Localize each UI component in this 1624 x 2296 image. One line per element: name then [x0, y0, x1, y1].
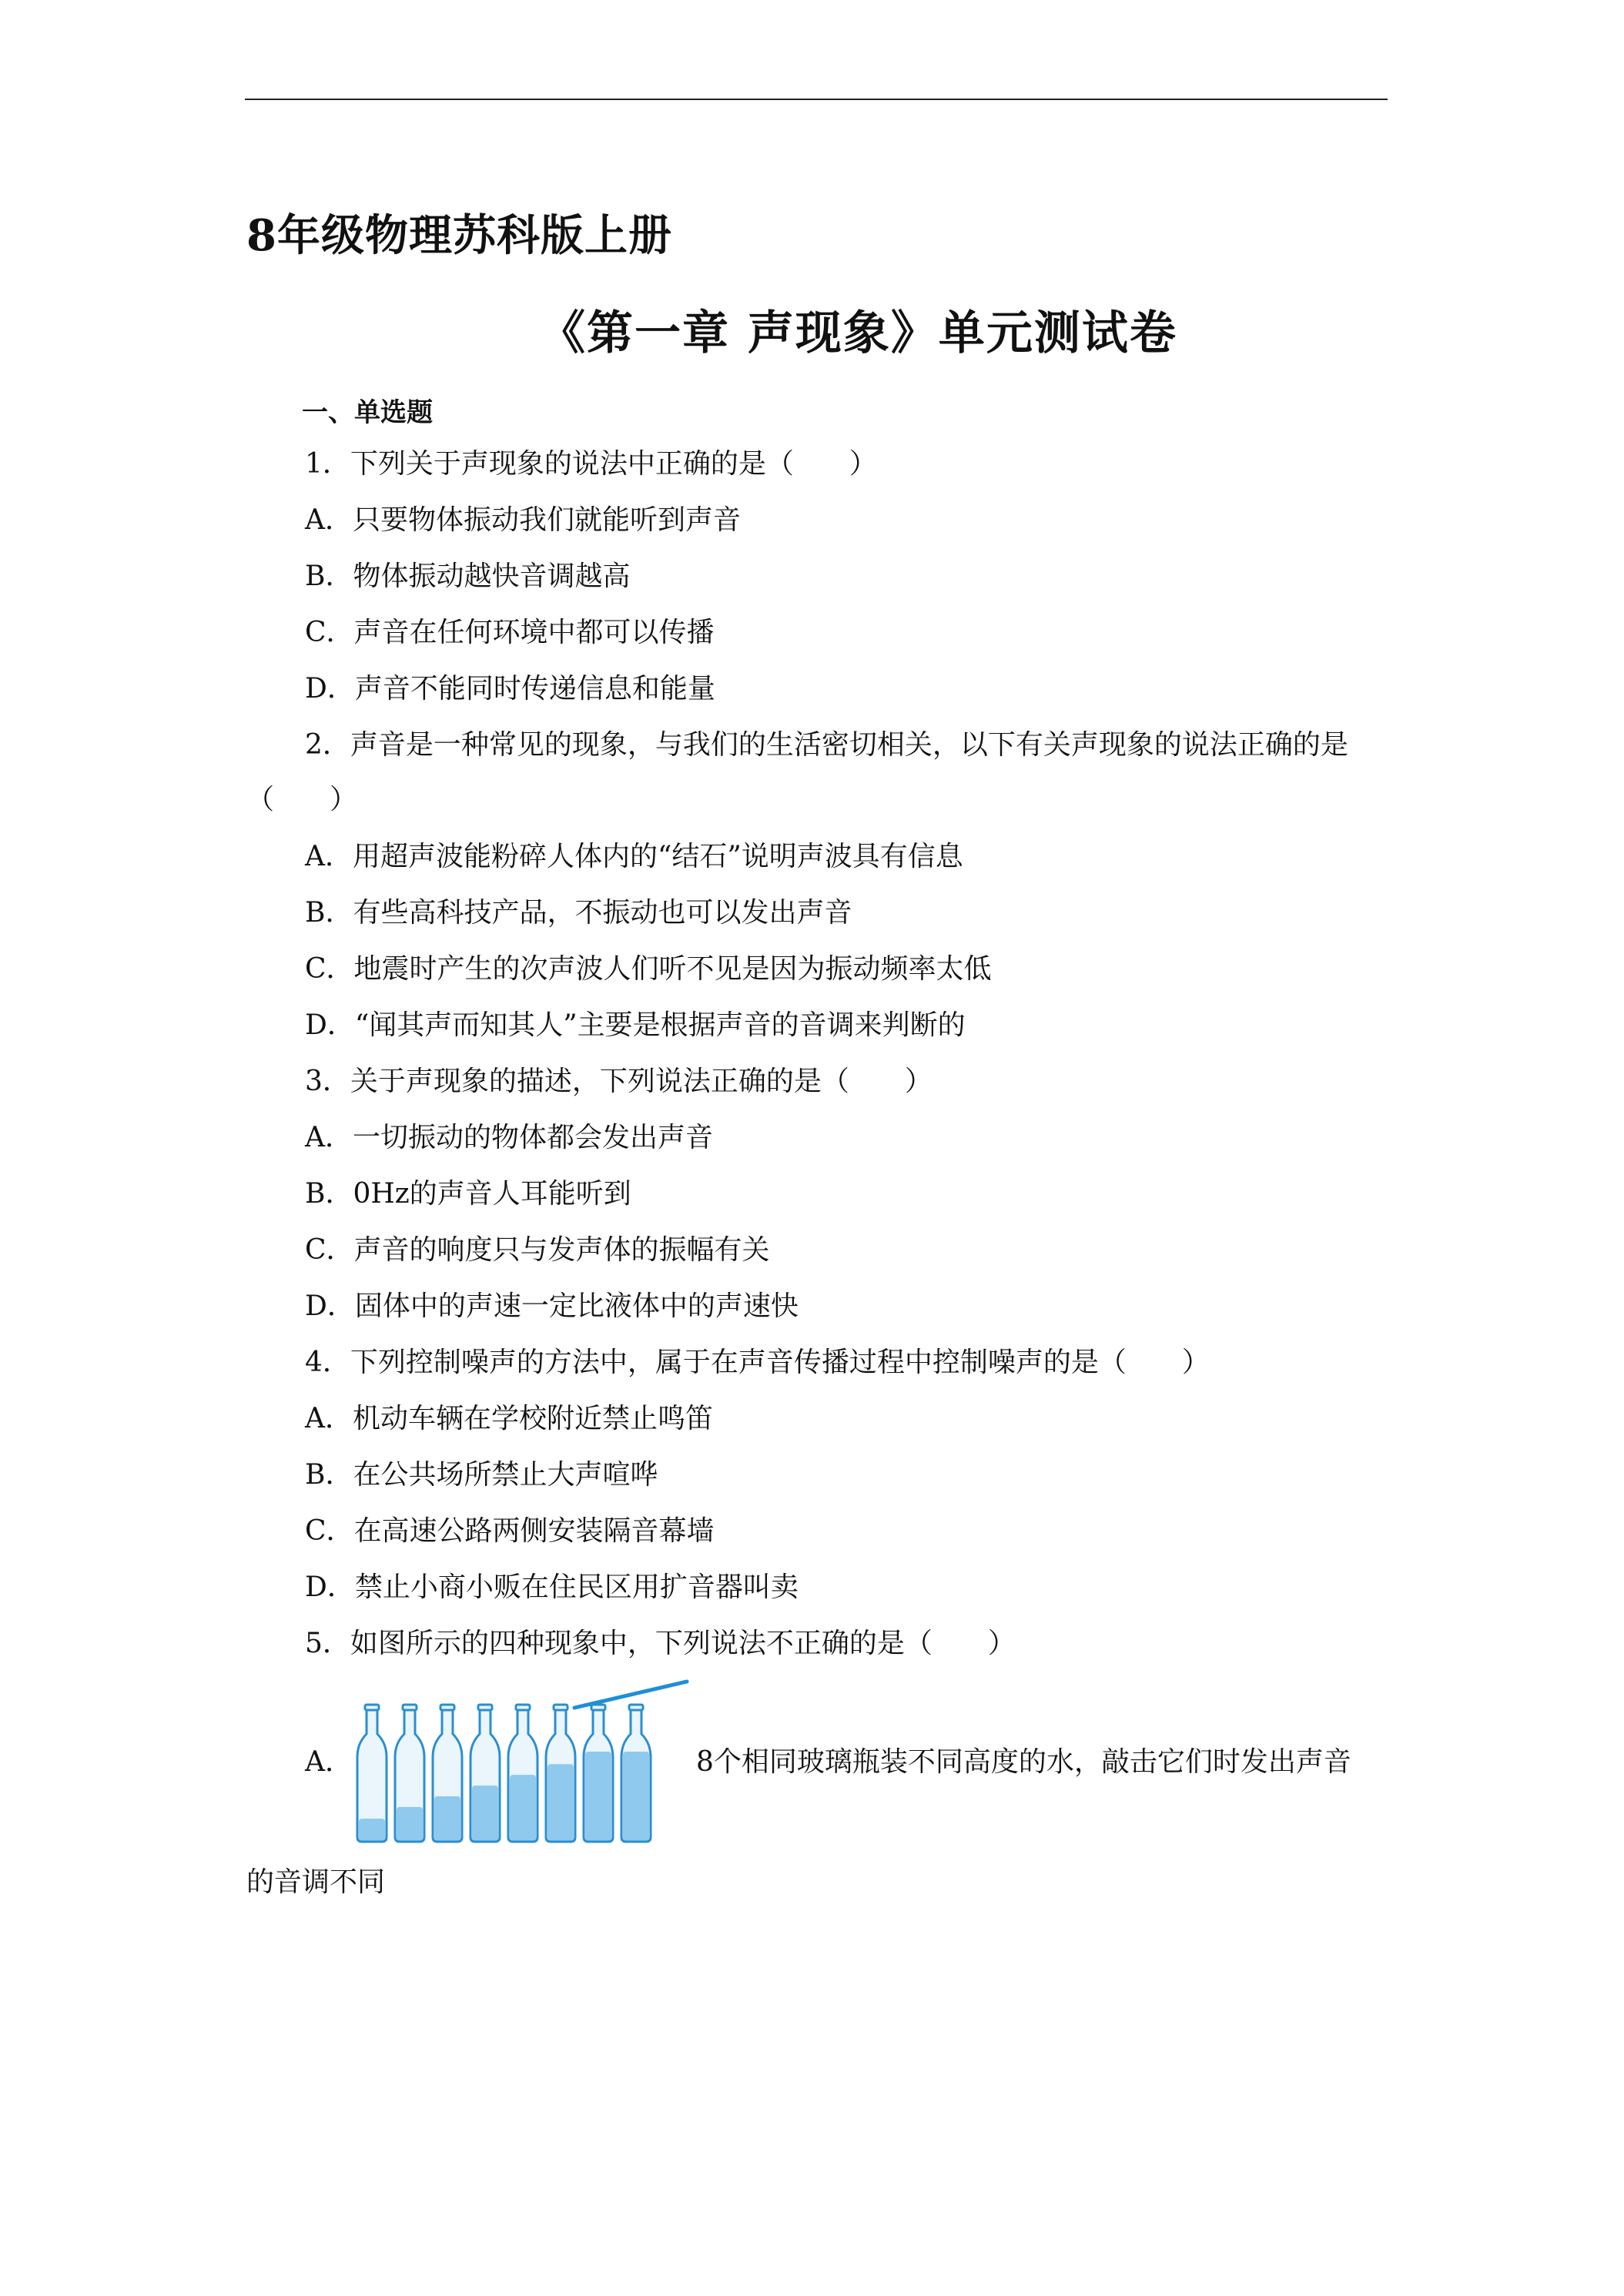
glass-bottle	[546, 1705, 575, 1842]
glass-bottle	[508, 1705, 537, 1842]
question-3-option-b: B．0Hz的声音人耳能听到	[305, 1178, 631, 1210]
question-2-option-d: D．“闻其声而知其人”主要是根据声音的音调来判断的	[305, 1009, 966, 1041]
question-1-option-c: C．声音在任何环境中都可以传播	[305, 617, 715, 648]
question-1-option-d: D．声音不能同时传递信息和能量	[305, 673, 715, 705]
question-5-option-a-cont: 的音调不同	[246, 1866, 386, 1898]
glass-bottle	[357, 1705, 387, 1842]
water-level	[434, 1796, 460, 1841]
question-3-option-a: A．一切振动的物体都会发出声音	[305, 1122, 713, 1153]
water-level	[623, 1752, 649, 1841]
question-1-stem: 1．下列关于声现象的说法中正确的是（ ）	[305, 448, 877, 480]
question-3-option-c: C．声音的响度只与发声体的振幅有关	[305, 1234, 770, 1266]
water-level	[510, 1775, 536, 1841]
glass-bottle	[584, 1705, 613, 1842]
header-rule	[245, 99, 1388, 100]
question-5-option-a-text: 8个相同玻璃瓶装不同高度的水，敲击它们时发出声音	[696, 1746, 1351, 1778]
glass-bottle	[433, 1705, 462, 1842]
glass-bottles-figure	[351, 1677, 690, 1849]
water-level	[585, 1752, 611, 1841]
question-1-option-b: B．物体振动越快音调越高	[305, 561, 631, 592]
question-1-option-a: A．只要物体振动我们就能听到声音	[305, 504, 741, 536]
question-4-option-c: C．在高速公路两侧安装隔音幕墙	[305, 1515, 715, 1547]
document-subtitle: 《第一章 声现象》单元测试卷	[539, 306, 1177, 360]
glass-bottle	[395, 1705, 424, 1842]
question-4-option-b: B．在公共场所禁止大声喧哗	[305, 1459, 658, 1491]
document-title: 8年级物理苏科版上册	[246, 210, 672, 261]
question-4-stem: 4．下列控制噪声的方法中，属于在声音传播过程中控制噪声的是（ ）	[305, 1347, 1210, 1378]
question-4-option-d: D．禁止小商小贩在住民区用扩音器叫卖	[305, 1571, 799, 1603]
question-2-stem-cont: （ ）	[246, 784, 358, 815]
question-2-option-c: C．地震时产生的次声波人们听不见是因为振动频率太低	[305, 953, 992, 985]
glass-bottle	[621, 1705, 651, 1842]
question-2-stem: 2．声音是一种常见的现象，与我们的生活密切相关，以下有关声现象的说法正确的是	[305, 729, 1348, 761]
question-3-option-d: D．固体中的声速一定比液体中的声速快	[305, 1290, 799, 1322]
glass-bottle	[470, 1705, 500, 1842]
question-5-stem: 5．如图所示的四种现象中，下列说法不正确的是（ ）	[305, 1628, 1016, 1659]
question-3-stem: 3．关于声现象的描述，下列说法正确的是（ ）	[305, 1066, 933, 1097]
water-level	[359, 1819, 385, 1841]
question-5-option-a-label: A．	[305, 1746, 353, 1778]
question-4-option-a: A．机动车辆在学校附近禁止鸣笛	[305, 1403, 713, 1434]
section-heading: 一、单选题	[302, 397, 433, 428]
water-level	[397, 1807, 423, 1841]
water-level	[547, 1764, 574, 1841]
question-2-option-a: A．用超声波能粉碎人体内的“结石”说明声波具有信息	[305, 841, 963, 872]
question-2-option-b: B．有些高科技产品，不振动也可以发出声音	[305, 897, 852, 929]
water-level	[472, 1786, 498, 1841]
